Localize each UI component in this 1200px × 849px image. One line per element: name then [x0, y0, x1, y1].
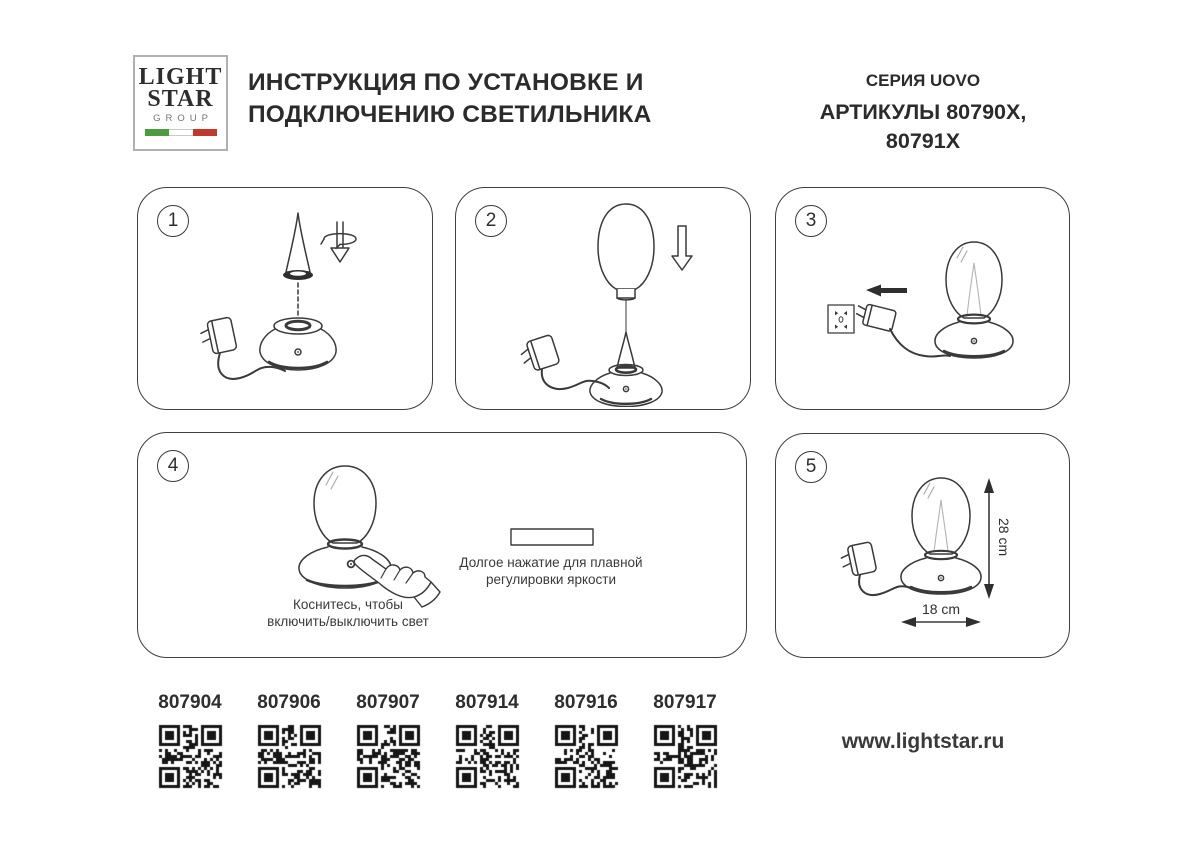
- hold-caption-line1: Долгое нажатие для плавной: [459, 555, 643, 570]
- plug-in-arrow-icon: [866, 285, 907, 297]
- touch-button: [348, 561, 355, 568]
- assembled-lamp: [935, 242, 1013, 358]
- lamp-cone-diffuser: [283, 213, 313, 280]
- step-1-panel: [137, 187, 433, 410]
- page-title-line2: ПОДКЛЮЧЕНИЮ СВЕТИЛЬНИКА: [248, 101, 652, 128]
- step-number-badge: 1: [157, 205, 189, 237]
- touch-caption-line2: включить/выключить свет: [267, 614, 429, 629]
- article-number: 807907: [356, 692, 420, 713]
- qr-item: [454, 692, 520, 789]
- touch-caption: [248, 596, 448, 630]
- lightstar-logo: [133, 55, 228, 151]
- qr-code: [554, 724, 619, 789]
- article-number: 807906: [257, 692, 321, 713]
- page-title: [248, 67, 651, 131]
- qr-code: [455, 724, 520, 789]
- qr-item: [652, 692, 718, 789]
- rotate-install-arrow-icon: [321, 222, 356, 262]
- wall-socket-icon: [828, 305, 854, 333]
- article-number: 807917: [653, 692, 717, 713]
- qr-item: [256, 692, 322, 789]
- power-cable: [859, 575, 918, 595]
- article-number: 807914: [455, 692, 519, 713]
- lamp-shade: [598, 204, 654, 300]
- step-number-badge: 5: [795, 451, 827, 483]
- lamp-cone-diffuser: [617, 332, 635, 368]
- insert-down-arrow-icon: [672, 226, 692, 270]
- logo-word-light: LIGHT: [138, 64, 223, 90]
- qr-code: [356, 724, 421, 789]
- qr-item: [157, 692, 223, 789]
- step-number-badge: 4: [157, 450, 189, 482]
- step-2-panel: [455, 187, 751, 410]
- power-cable: [542, 369, 609, 389]
- step-number-badge: 2: [475, 205, 507, 237]
- qr-item: [553, 692, 619, 789]
- brightness-bar-illustration: [511, 529, 593, 545]
- lamp-base: [590, 365, 662, 407]
- flag-white-stripe: [169, 129, 193, 136]
- lamp-base: [260, 318, 336, 370]
- article-number: 807916: [554, 692, 618, 713]
- width-dimension-arrow: [901, 617, 981, 627]
- width-dimension-label: 18 cm: [921, 601, 961, 617]
- flag-red-stripe: [193, 129, 217, 136]
- step-4-panel: [137, 432, 747, 658]
- qr-code: [257, 724, 322, 789]
- step-3-panel: [775, 187, 1070, 410]
- series-articles-block: [790, 71, 1056, 156]
- article-number: 807904: [158, 692, 222, 713]
- step-number-badge: 3: [795, 205, 827, 237]
- hold-caption: [441, 554, 661, 588]
- articles-line2: 80791X: [885, 129, 961, 153]
- power-adapter-icon: [839, 542, 877, 578]
- power-adapter-icon: [854, 302, 896, 332]
- height-dimension-label: 28 cm: [996, 518, 1012, 557]
- page-title-line1: ИНСТРУКЦИЯ ПО УСТАНОВКЕ И: [248, 69, 644, 96]
- italian-flag-icon: [145, 129, 217, 136]
- articles-line1: АРТИКУЛЫ 80790X,: [819, 100, 1027, 124]
- website-url: www.lightstar.ru: [841, 730, 1005, 753]
- flag-green-stripe: [145, 129, 169, 136]
- power-adapter-icon: [199, 317, 237, 356]
- touch-caption-line1: Коснитесь, чтобы: [293, 597, 403, 612]
- qr-item: [355, 692, 421, 789]
- logo-word-group: GROUP: [153, 113, 213, 124]
- hold-caption-line2: регулировки яркости: [485, 572, 617, 587]
- assembled-lamp: [901, 478, 981, 594]
- height-dimension-arrow: [984, 478, 994, 599]
- qr-code: [653, 724, 718, 789]
- power-adapter-icon: [518, 334, 560, 373]
- series-name: СЕРИЯ UOVO: [865, 71, 981, 90]
- step-5-panel: [775, 433, 1070, 658]
- logo-word-star: STAR: [147, 86, 214, 112]
- qr-code: [158, 724, 223, 789]
- power-cable: [890, 329, 950, 357]
